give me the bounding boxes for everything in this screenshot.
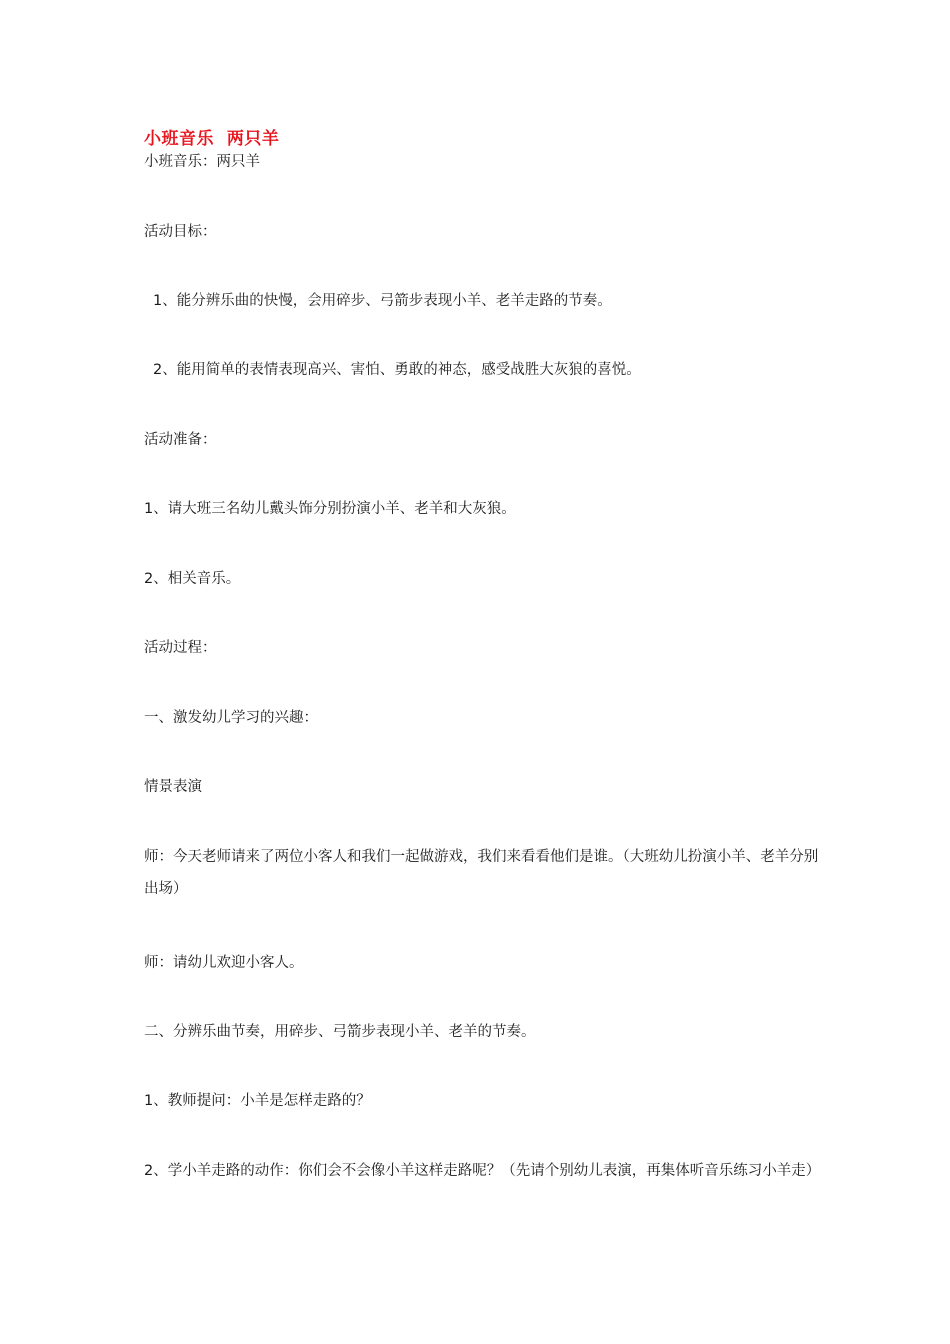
prep-heading: 活动准备： (144, 432, 217, 448)
document-title: 小班音乐 两只羊 (144, 129, 280, 149)
step-1-heading: 一、激发幼儿学习的兴趣： (144, 710, 318, 726)
step-2-item-2: 2、学小羊走路的动作：你们会不会像小羊这样走路呢？（先请个别幼儿表演，再集体听音乐练习小羊走） (144, 1163, 821, 1179)
step-2-heading: 二、分辨乐曲节奏，用碎步、弓箭步表现小羊、老羊的节奏。 (144, 1024, 536, 1040)
document-subtitle: 小班音乐：两只羊 (144, 154, 260, 170)
goal-item-2: 2、能用简单的表情表现高兴、害怕、勇敢的神态，感受战胜大灰狼的喜悦。 (153, 362, 641, 378)
prep-item-2: 2、相关音乐。 (144, 571, 241, 587)
step-2-item-1: 1、教师提问：小羊是怎样走路的？ (144, 1093, 371, 1109)
teacher-paragraph-1: 师：今天老师请来了两位小客人和我们一起做游戏，我们来看看他们是谁。（大班幼儿扮演小羊、老羊分别出场） (144, 849, 819, 897)
goals-heading: 活动目标： (144, 224, 217, 240)
prep-item-1: 1、请大班三名幼儿戴头饰分别扮演小羊、老羊和大灰狼。 (144, 501, 516, 517)
teacher-paragraph-2: 师：请幼儿欢迎小客人。 (144, 955, 304, 971)
scene-label: 情景表演 (144, 779, 202, 795)
goal-item-1: 1、能分辨乐曲的快慢，会用碎步、弓箭步表现小羊、老羊走路的节奏。 (153, 293, 612, 309)
process-heading: 活动过程： (144, 640, 217, 656)
